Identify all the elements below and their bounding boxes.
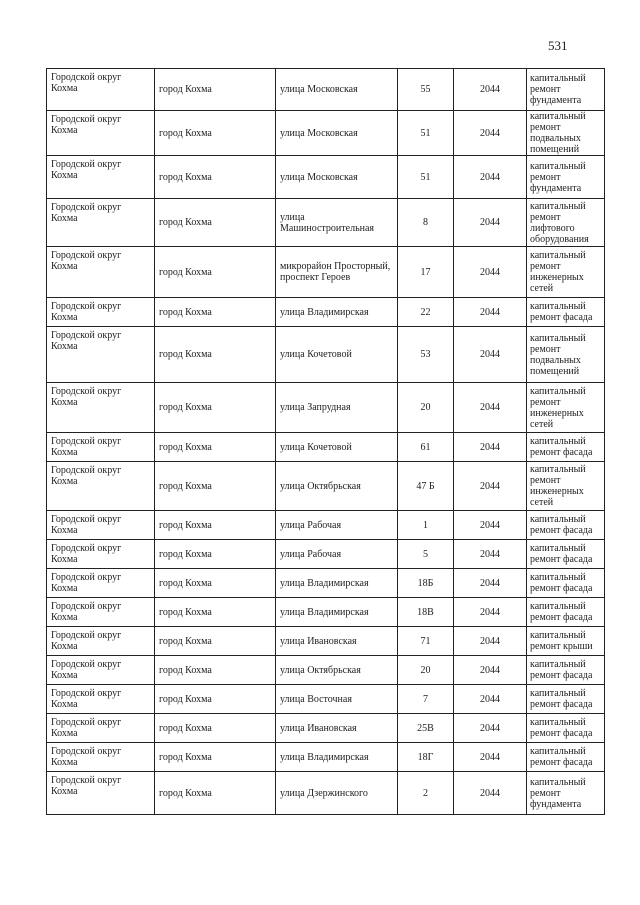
- year-cell: 2044: [454, 156, 527, 199]
- street-cell: улица Октябрьская: [276, 462, 398, 511]
- house-number-cell: 71: [398, 627, 454, 656]
- work-type-cell: капитальный ремонт фасада: [527, 743, 605, 772]
- year-cell: 2044: [454, 685, 527, 714]
- district-cell: Городской округ Кохма: [47, 156, 155, 199]
- district-cell: Городской округ Кохма: [47, 540, 155, 569]
- year-cell: 2044: [454, 743, 527, 772]
- work-type-cell: капитальный ремонт инженерных сетей: [527, 383, 605, 433]
- table-row: [47, 743, 605, 772]
- city-cell: город Кохма: [155, 569, 276, 598]
- year-cell: 2044: [454, 433, 527, 462]
- table-row: [47, 111, 605, 156]
- work-type-cell: капитальный ремонт фасада: [527, 656, 605, 685]
- house-number-cell: 22: [398, 298, 454, 327]
- district-cell: Городской округ Кохма: [47, 327, 155, 383]
- house-number-cell: 5: [398, 540, 454, 569]
- city-cell: город Кохма: [155, 247, 276, 298]
- city-cell: город Кохма: [155, 656, 276, 685]
- district-cell: Городской округ Кохма: [47, 462, 155, 511]
- house-number-cell: 18Г: [398, 743, 454, 772]
- street-cell: улица Владимирская: [276, 743, 398, 772]
- work-type-cell: капитальный ремонт фасада: [527, 598, 605, 627]
- street-cell: улица Московская: [276, 156, 398, 199]
- table-row: [47, 714, 605, 743]
- city-cell: город Кохма: [155, 540, 276, 569]
- city-cell: город Кохма: [155, 298, 276, 327]
- table-row: [47, 69, 605, 111]
- work-type-cell: капитальный ремонт фасада: [527, 511, 605, 540]
- house-number-cell: 53: [398, 327, 454, 383]
- house-number-cell: 51: [398, 156, 454, 199]
- street-cell: микрорайон Просторный, проспект Героев: [276, 247, 398, 298]
- year-cell: 2044: [454, 569, 527, 598]
- house-number-cell: 61: [398, 433, 454, 462]
- work-type-cell: капитальный ремонт фундамента: [527, 772, 605, 815]
- street-cell: улица Ивановская: [276, 627, 398, 656]
- year-cell: 2044: [454, 540, 527, 569]
- table-row: [47, 598, 605, 627]
- year-cell: 2044: [454, 598, 527, 627]
- house-number-cell: 18Б: [398, 569, 454, 598]
- work-type-cell: капитальный ремонт инженерных сетей: [527, 462, 605, 511]
- year-cell: 2044: [454, 656, 527, 685]
- street-cell: улица Ивановская: [276, 714, 398, 743]
- district-cell: Городской округ Кохма: [47, 199, 155, 247]
- work-type-cell: капитальный ремонт фундамента: [527, 69, 605, 111]
- district-cell: Городской округ Кохма: [47, 656, 155, 685]
- city-cell: город Кохма: [155, 511, 276, 540]
- street-cell: улица Октябрьская: [276, 656, 398, 685]
- district-cell: Городской округ Кохма: [47, 298, 155, 327]
- city-cell: город Кохма: [155, 383, 276, 433]
- year-cell: 2044: [454, 327, 527, 383]
- district-cell: Городской округ Кохма: [47, 598, 155, 627]
- house-number-cell: 25В: [398, 714, 454, 743]
- work-type-cell: капитальный ремонт фасада: [527, 433, 605, 462]
- house-number-cell: 7: [398, 685, 454, 714]
- district-cell: Городской округ Кохма: [47, 511, 155, 540]
- work-type-cell: капитальный ремонт фундамента: [527, 156, 605, 199]
- city-cell: город Кохма: [155, 462, 276, 511]
- house-number-cell: 20: [398, 383, 454, 433]
- street-cell: улица Владимирская: [276, 298, 398, 327]
- work-type-cell: капитальный ремонт фасада: [527, 685, 605, 714]
- city-cell: город Кохма: [155, 199, 276, 247]
- table-row: [47, 247, 605, 298]
- table-row: [47, 327, 605, 383]
- street-cell: улица Владимирская: [276, 598, 398, 627]
- house-number-cell: 47 Б: [398, 462, 454, 511]
- table-row: [47, 772, 605, 815]
- year-cell: 2044: [454, 298, 527, 327]
- street-cell: улица Запрудная: [276, 383, 398, 433]
- table-row: [47, 156, 605, 199]
- street-cell: улица Машиностроительная: [276, 199, 398, 247]
- year-cell: 2044: [454, 511, 527, 540]
- work-type-cell: капитальный ремонт подвальных помещений: [527, 327, 605, 383]
- district-cell: Городской округ Кохма: [47, 743, 155, 772]
- table-row: [47, 627, 605, 656]
- year-cell: 2044: [454, 247, 527, 298]
- street-cell: улица Московская: [276, 69, 398, 111]
- street-cell: улица Рабочая: [276, 511, 398, 540]
- city-cell: город Кохма: [155, 743, 276, 772]
- work-type-cell: капитальный ремонт лифтового оборудования: [527, 199, 605, 247]
- district-cell: Городской округ Кохма: [47, 433, 155, 462]
- table-row: [47, 383, 605, 433]
- city-cell: город Кохма: [155, 772, 276, 815]
- table-row: [47, 462, 605, 511]
- table-row: [47, 656, 605, 685]
- street-cell: улица Владимирская: [276, 569, 398, 598]
- work-type-cell: капитальный ремонт фасада: [527, 540, 605, 569]
- city-cell: город Кохма: [155, 327, 276, 383]
- house-number-cell: 51: [398, 111, 454, 156]
- city-cell: город Кохма: [155, 598, 276, 627]
- house-number-cell: 2: [398, 772, 454, 815]
- work-type-cell: капитальный ремонт фасада: [527, 569, 605, 598]
- district-cell: Городской округ Кохма: [47, 569, 155, 598]
- work-type-cell: капитальный ремонт крыши: [527, 627, 605, 656]
- district-cell: Городской округ Кохма: [47, 247, 155, 298]
- house-number-cell: 1: [398, 511, 454, 540]
- repair-schedule-table: [46, 68, 605, 815]
- city-cell: город Кохма: [155, 685, 276, 714]
- year-cell: 2044: [454, 111, 527, 156]
- table-row: [47, 433, 605, 462]
- street-cell: улица Московская: [276, 111, 398, 156]
- table-row: [47, 569, 605, 598]
- district-cell: Городской округ Кохма: [47, 111, 155, 156]
- house-number-cell: 17: [398, 247, 454, 298]
- city-cell: город Кохма: [155, 69, 276, 111]
- year-cell: 2044: [454, 199, 527, 247]
- table-row: [47, 298, 605, 327]
- street-cell: улица Кочетовой: [276, 327, 398, 383]
- district-cell: Городской округ Кохма: [47, 772, 155, 815]
- work-type-cell: капитальный ремонт фасада: [527, 714, 605, 743]
- house-number-cell: 18В: [398, 598, 454, 627]
- house-number-cell: 20: [398, 656, 454, 685]
- street-cell: улица Дзержинского: [276, 772, 398, 815]
- house-number-cell: 8: [398, 199, 454, 247]
- street-cell: улица Рабочая: [276, 540, 398, 569]
- table-row: [47, 511, 605, 540]
- city-cell: город Кохма: [155, 433, 276, 462]
- year-cell: 2044: [454, 462, 527, 511]
- city-cell: город Кохма: [155, 714, 276, 743]
- table-row: [47, 685, 605, 714]
- district-cell: Городской округ Кохма: [47, 69, 155, 111]
- work-type-cell: капитальный ремонт подвальных помещений: [527, 111, 605, 156]
- table-row: [47, 540, 605, 569]
- year-cell: 2044: [454, 772, 527, 815]
- street-cell: улица Кочетовой: [276, 433, 398, 462]
- district-cell: Городской округ Кохма: [47, 714, 155, 743]
- district-cell: Городской округ Кохма: [47, 627, 155, 656]
- city-cell: город Кохма: [155, 627, 276, 656]
- house-number-cell: 55: [398, 69, 454, 111]
- year-cell: 2044: [454, 69, 527, 111]
- district-cell: Городской округ Кохма: [47, 383, 155, 433]
- city-cell: город Кохма: [155, 111, 276, 156]
- year-cell: 2044: [454, 714, 527, 743]
- table-row: [47, 199, 605, 247]
- work-type-cell: капитальный ремонт фасада: [527, 298, 605, 327]
- district-cell: Городской округ Кохма: [47, 685, 155, 714]
- work-type-cell: капитальный ремонт инженерных сетей: [527, 247, 605, 298]
- year-cell: 2044: [454, 627, 527, 656]
- year-cell: 2044: [454, 383, 527, 433]
- street-cell: улица Восточная: [276, 685, 398, 714]
- page-number: 531: [548, 38, 568, 53]
- city-cell: город Кохма: [155, 156, 276, 199]
